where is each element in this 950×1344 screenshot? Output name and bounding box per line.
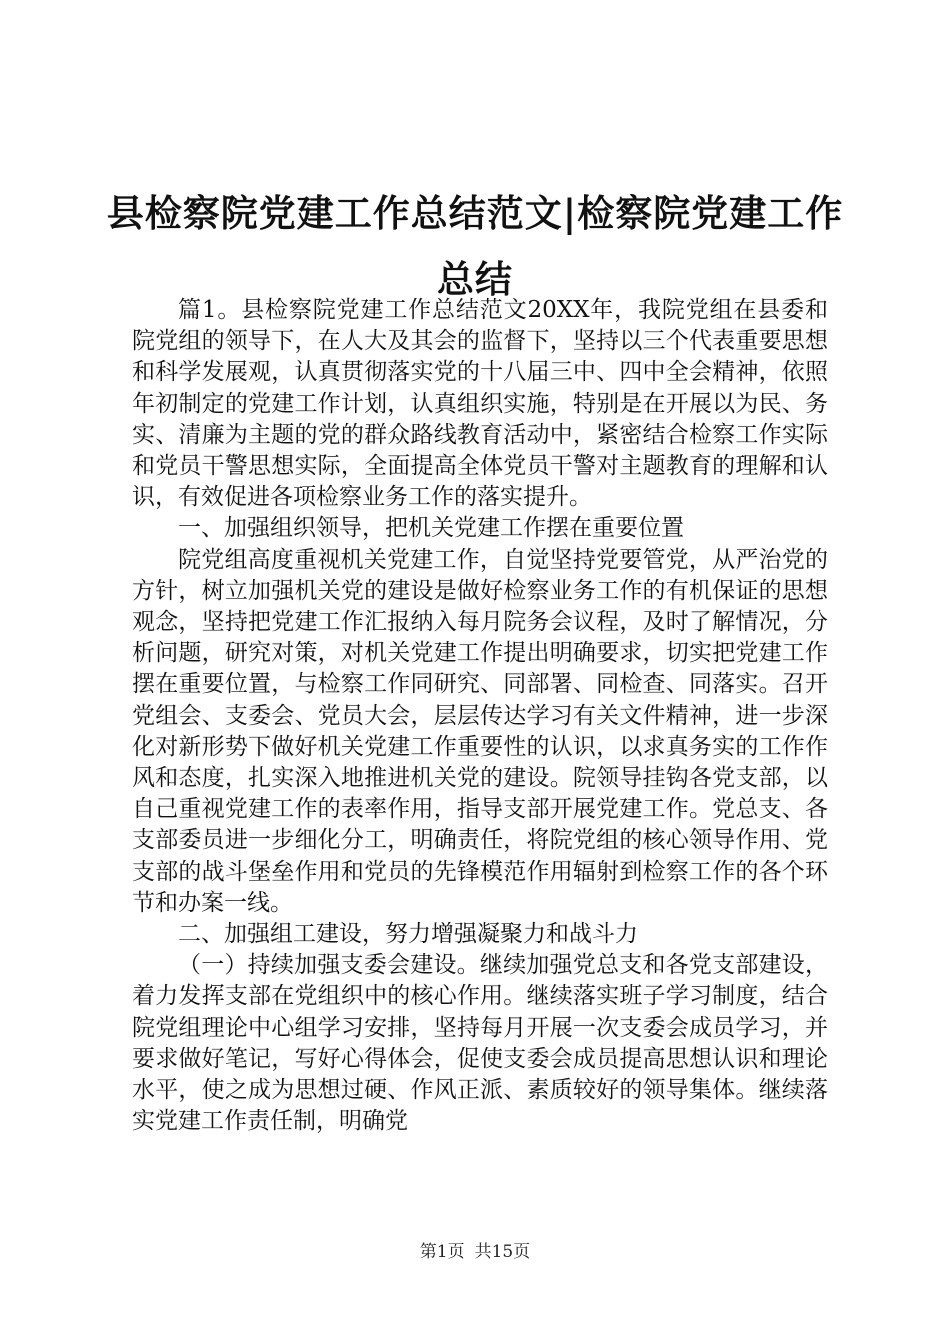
page-number: 第1页: [419, 1242, 465, 1262]
page-footer: [0, 1241, 950, 1263]
document-title: 县检察院党建工作总结范文|检察院党建工作总结: [106, 191, 844, 301]
section-1-paragraph: 院党组高度重视机关党建工作，自觉坚持党要管党，从严治党的方针，树立加强机关党的建设是做好检察业务工作的有机保证的思想观念，坚持把党建工作汇报纳入每月院务会议程，及时了解情况，分析问题，研究对策，对机关党建工作提出明确要求，切实把党建工作摆在重要位置，与检察工作同研究、同部署、同检查、同落实。召开党组会、支委会、党员大会，层层传达学习有关文件精神，进一步深化对新形势下做好机关党建工作重要性的认识，以求真务实的工作作风和态度，扎实深入地推进机关党的建设。院领导挂钩各党支部，以自己重视党建工作的表率作用，指导支部开展党建工作。党总支、各支部委员进一步细化分工，明确责任，将院党组的核心领导作用、党支部的战斗堡垒作用和党员的先锋模范作用辐射到检察工作的各个环节和办案一线。: [132, 546, 828, 916]
intro-paragraph: 篇1。县检察院党建工作总结范文20XX年，我院党组在县委和院党组的领导下，在人大及其会的监督下，坚持以三个代表重要思想和科学发展观，认真贯彻落实党的十八届三中、四中全会精神，依照年初制定的党建工作计划，认真组织实施，特别是在开展以为民、务实、清廉为主题的党的群众路线教育活动中，紧密结合检察工作实际和党员干警思想实际，全面提高全体党员干警对主题教育的理解和认识，有效促进各项检察业务工作的落实提升。: [132, 297, 828, 511]
section-heading-2: 二、加强组工建设，努力增强凝聚力和战斗力: [178, 921, 638, 948]
page-total: 共15页: [474, 1242, 531, 1262]
document-body: [132, 295, 828, 1137]
section-2-paragraph: （一）持续加强支委会建设。继续加强党总支和各党支部建设，着力发挥支部在党组织中的核心作用。继续落实班子学习制度，结合院党组理论中心组学习安排，坚持每月开展一次支委会成员学习，并要求做好笔记，写好心得体会，促使支委会成员提高思想认识和理论水平，使之成为思想过硬、作风正派、素质较好的领导集体。继续落实党建工作责任制，明确党: [132, 952, 828, 1135]
section-heading-1: 一、加强组织领导，把机关党建工作摆在重要位置: [178, 515, 684, 542]
